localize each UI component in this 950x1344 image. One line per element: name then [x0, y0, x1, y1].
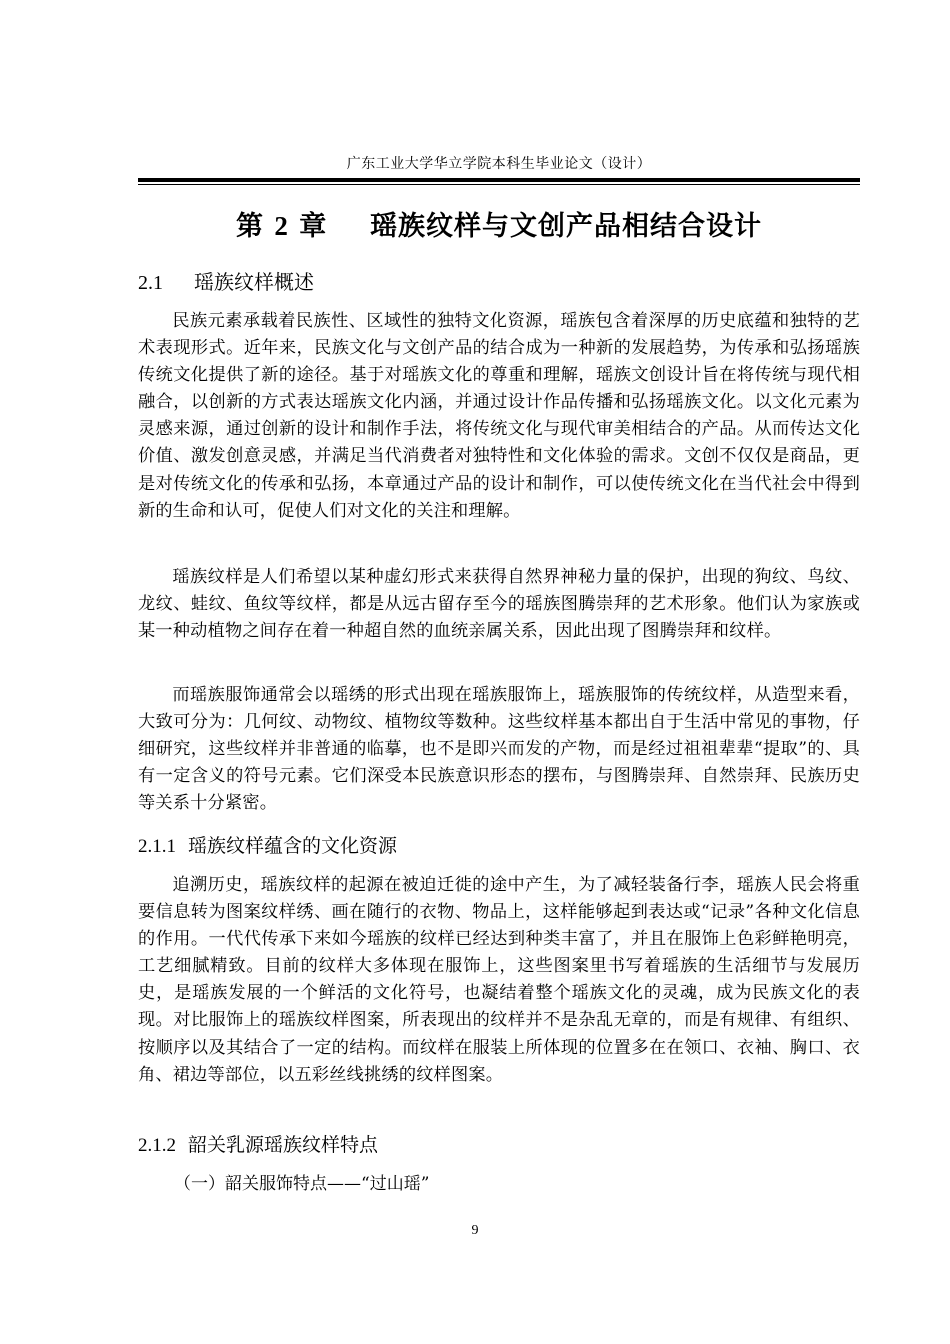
chapter-heading-text: 瑶族纹样与文创产品相结合设计: [370, 211, 763, 242]
header-rule-thick: [138, 178, 860, 182]
body-paragraph: 民族元素承载着民族性、区域性的独特文化资源，瑶族包含着深厚的历史底蕴和独特的艺术表现形式。近年来，民族文化与文创产品的结合成为一种新的发展趋势，为传承和弘扬瑶族传统文化提供了新的途径。基于对瑶族文化的尊重和理解，瑶族文创设计旨在将传统与现代相融合，以创新的方式表达瑶族文化内涵，并通过设计作品传播和弘扬瑶族文化。以文化元素为灵感来源，通过创新的设计和制作手法，将传统文化与现代审美相结合的产品。从而传达文化价值、激发创意灵感，并满足当代消费者对独特性和文化体验的需求。文创不仅仅是商品，更是对传统文化的传承和弘扬，本章通过产品的设计和制作，可以使传统文化在当代社会中得到新的生命和认可，促使人们对文化的关注和理解。: [138, 311, 860, 521]
section-title: 瑶族纹样概述: [194, 270, 314, 294]
body-paragraph: 追溯历史，瑶族纹样的起源在被迫迁徙的途中产生，为了减轻装备行李，瑶族人民会将重要信息转为图案纹样绣、画在随行的衣物、物品上，这样能够起到表达或“记录”各种文化信息的作用。一代代传承下来如今瑶族的纹样已经达到种类丰富了，并且在服饰上色彩鲜艳明亮，工艺细腻精致。目前的纹样大多体现在服饰上，这些图案里书写着瑶族的生活细节与发展历史，是瑶族发展的一个鲜活的文化符号，也凝结着整个瑶族文化的灵魂，成为民族文化的表现。对比服饰上的瑶族纹样图案，所表现出的纹样并不是杂乱无章的，而是有规律、有组织、按顺序以及其结合了一定的结构。而纹样在服装上所体现的位置多在在领口、衣袖、胸口、衣角、裙边等部位，以五彩丝线挑绣的纹样图案。: [138, 875, 860, 1085]
section-title: 瑶族纹样蕴含的文化资源: [188, 835, 398, 857]
running-header: 广东工业大学华立学院本科生毕业论文（设计）: [346, 156, 652, 172]
chapter-prefix: 第: [235, 211, 264, 242]
section-heading-2-1: [138, 266, 314, 295]
section-heading-2-1-1: [138, 831, 397, 858]
section-number: 2.1.1: [138, 836, 176, 857]
section-number: 2.1.2: [138, 1135, 176, 1156]
chapter-title: [138, 204, 860, 243]
page-number: 9: [471, 1223, 479, 1238]
section-title: 韶关乳源瑶族纹样特点: [188, 1134, 379, 1156]
body-paragraph: 而瑶族服饰通常会以瑶绣的形式出现在瑶族服饰上，瑶族服饰的传统纹样，从造型来看，大致可分为：几何纹、动物纹、植物纹等数种。这些纹样基本都出自于生活中常见的事物，仔细研究，这些纹样并非普通的临摹，也不是即兴而发的产物，而是经过祖祖辈辈“提取”的、具有一定含义的符号元素。它们深受本民族意识形态的摆布，与图腾崇拜、自然崇拜、民族历史等关系十分紧密。: [138, 685, 860, 814]
chapter-suffix: 章: [299, 211, 328, 242]
section-heading-2-1-2: [138, 1130, 378, 1157]
chapter-number: 2: [274, 211, 289, 241]
header-rule-thin: [138, 184, 860, 185]
sub-item-heading: （一）韶关服饰特点——“过山瑶”: [174, 1174, 430, 1194]
section-number: 2.1: [138, 272, 163, 294]
body-paragraph: 瑶族纹样是人们希望以某种虚幻形式来获得自然界神秘力量的保护，出现的狗纹、鸟纹、龙纹、蛙纹、鱼纹等纹样，都是从远古留存至今的瑶族图腾崇拜的艺术形象。他们认为家族或某一种动植物之间存在着一种超自然的血统亲属关系，因此出现了图腾崇拜和纹样。: [138, 567, 860, 642]
